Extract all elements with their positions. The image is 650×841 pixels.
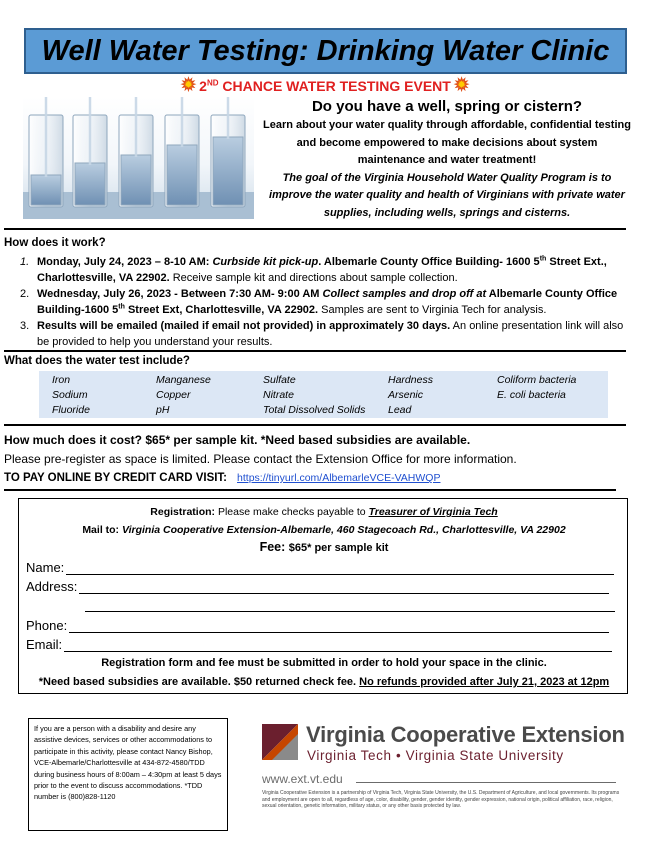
star-icon: ✹ (454, 77, 469, 94)
pay-online-label: TO PAY ONLINE BY CREDIT CARD VISIT: (4, 472, 228, 484)
address-input-line-2[interactable] (85, 598, 615, 612)
email-label: Email: (26, 637, 63, 652)
email-field[interactable] (26, 637, 612, 652)
title-banner (24, 28, 627, 74)
address-label: Address: (26, 579, 78, 594)
address-line-2[interactable] (83, 598, 615, 612)
step-number: 2. (20, 288, 30, 300)
pay-online-link[interactable]: https://tinyurl.com/AlbemarleVCE-VAHWQP (237, 472, 441, 484)
pay-online-line (4, 472, 440, 484)
intro-paragraph: Learn about your water quality through affordable, confidential testing and become empowered to make decisions about system maintenance and water treatment! (263, 119, 631, 166)
step-number: 3. (20, 320, 30, 332)
registration-deadline-note: Registration form and fee must be submitted in order to hold your space in the clinic. (101, 657, 547, 669)
divider (4, 228, 626, 230)
registration-checks-line: Registration: Please make checks payable to Treasurer of Virginia Tech (150, 506, 498, 518)
fee-line: Fee: $65* per sample kit (259, 540, 389, 554)
how-it-works-heading: How does it work? (4, 237, 106, 249)
intro-question: Do you have a well, spring or cistern? (311, 98, 583, 115)
address-field[interactable] (26, 579, 609, 594)
divider (4, 489, 616, 491)
event-label: 2ND CHANCE WATER TESTING EVENT (199, 78, 451, 94)
test-item: Hardness (388, 373, 433, 386)
water-glasses-photo (23, 97, 254, 219)
mail-to-line: Mail to: Virginia Cooperative Extension-Albemarle, 460 Stagecoach Rd., Charlottesville, VA 22902 (82, 524, 566, 536)
page-title: Well Water Testing: Drinking Water Clinic (41, 34, 610, 67)
preregister-note: Please pre-register as space is limited. Please contact the Extension Office for more information. (4, 452, 517, 466)
phone-label: Phone: (26, 618, 68, 633)
vce-logo-mark-icon (262, 724, 298, 760)
url-underline (356, 782, 616, 783)
test-item: Coliform bacteria (497, 373, 577, 386)
test-item: Sodium (52, 388, 88, 401)
step-item (20, 254, 626, 286)
phone-field[interactable] (26, 618, 609, 633)
test-item: Lead (388, 404, 412, 417)
test-item: E. coli bacteria (497, 388, 566, 401)
test-item: Manganese (156, 373, 211, 386)
address-input-line[interactable] (79, 580, 609, 594)
test-items-table (39, 371, 608, 418)
universities-line: Virginia Tech • Virginia State University (307, 748, 564, 763)
accessibility-notice: If you are a person with a disability and desire any assistive devices, services or other accommodations to participate in this activity, please contact Nancy Bishop, VCE-Albemarle/Charlottesville at 434-872-4580/TDD during business hours of 8:00am – 4:30pm at least 5 days prior to the event to discuss accommodations. *TDD number is (800)828-1120 (28, 718, 228, 831)
water-glasses-illustration (23, 97, 254, 219)
nondiscrimination-statement: Virginia Cooperative Extension is a partnership of Virginia Tech, Virginia State University, the U.S. Department of Agriculture, and local governments. Its programs and employment are open to all, regardless of age, color, disability, gender, gender identity, gender expression, national origin, political affiliation, race, religion, sexual orientation, genetic information, military status, or any other basis protected by law. (262, 790, 620, 810)
step-item (20, 318, 626, 350)
step-text: Monday, July 24, 2023 – 8-10 AM: Curbside kit pick-up. Albemarle County Office Building- 1600 5th Street Ext., Charlottesville, VA 22902. Receive sample kit and directions about sample collection. (37, 255, 607, 284)
email-input-line[interactable] (64, 638, 612, 652)
phone-input-line[interactable] (69, 619, 609, 633)
cost-line: How much does it cost? $65* per sample kit. *Need based subsidies are available. (4, 433, 471, 447)
name-field[interactable] (26, 560, 614, 575)
event-banner (0, 77, 650, 95)
website-url[interactable]: www.ext.vt.edu (262, 772, 343, 786)
step-number: 1. (20, 256, 30, 268)
test-item: Iron (52, 373, 71, 386)
test-item: Nitrate (263, 388, 294, 401)
divider (4, 350, 626, 352)
test-item: pH (156, 404, 170, 417)
vce-logo (262, 722, 625, 822)
test-item: Total Dissolved Solids (263, 404, 366, 417)
program-goal: The goal of the Virginia Household Water Quality Program is to improve the water quality and health of Virginians with private water supplies, including wells, springs and cisterns. (269, 171, 625, 219)
step-text: Results will be emailed (mailed if email not provided) in approximately 30 days. An online presentation link will also be provided to help you understand your results. (37, 320, 624, 348)
step-item (20, 286, 626, 318)
registration-form (18, 498, 628, 694)
name-input-line[interactable] (66, 561, 614, 575)
test-includes-heading: What does the water test include? (4, 355, 190, 367)
name-label: Name: (26, 560, 65, 575)
test-item: Arsenic (388, 388, 424, 401)
org-name: Virginia Cooperative Extension (306, 722, 625, 747)
refund-policy-note: *Need based subsidies are available. $50 returned check fee. No refunds provided after July 21, 2023 at 12pm (38, 676, 610, 688)
steps-list (20, 254, 626, 350)
test-item: Copper (156, 388, 191, 401)
test-item: Sulfate (263, 373, 296, 386)
star-icon: ✹ (181, 77, 196, 94)
step-text: Wednesday, July 26, 2023 - Between 7:30 AM- 9:00 AM Collect samples and drop off at Albemarle County Office Building-1600 5th Street Ext, Charlottesville, VA 22902. Samples are sent to Virginia Tech for analysis. (37, 288, 618, 316)
test-item: Fluoride (52, 404, 90, 417)
intro-section (262, 96, 632, 222)
divider (4, 424, 626, 426)
